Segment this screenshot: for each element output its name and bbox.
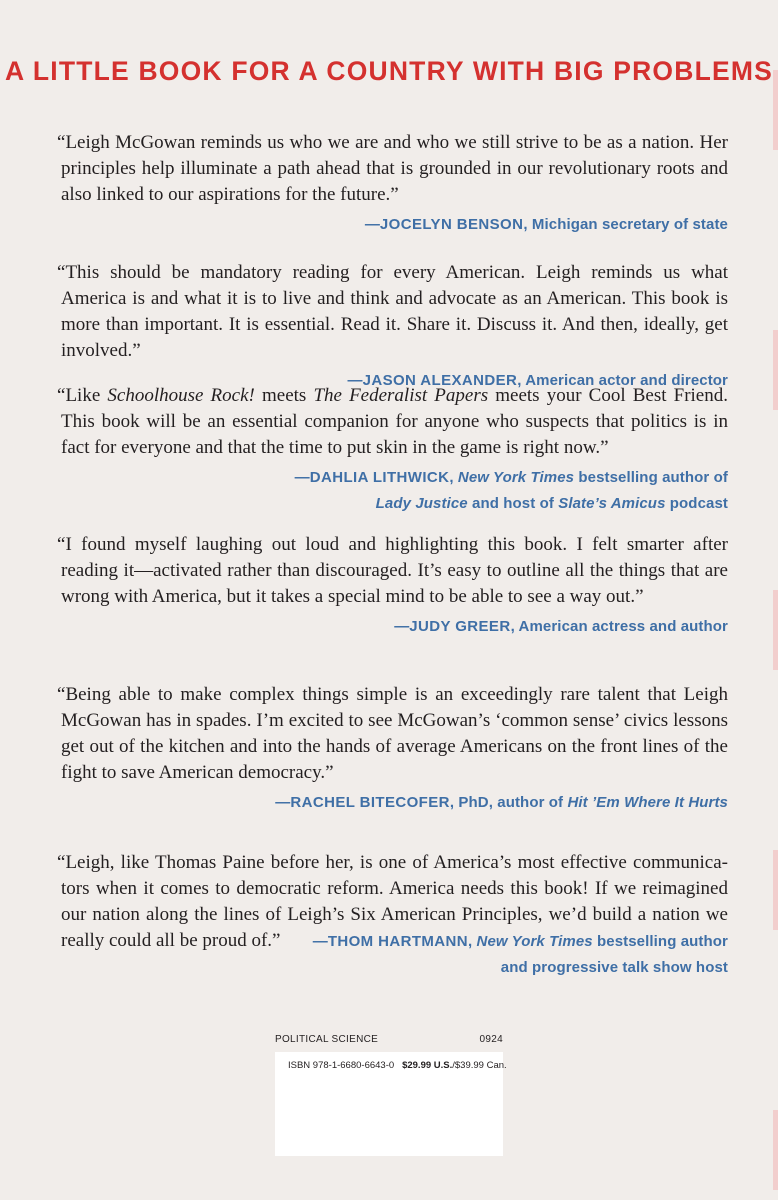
code-label: 0924: [479, 1034, 503, 1045]
price-us: $29.99 U.S.: [402, 1060, 453, 1071]
blurb-lithwick: [58, 383, 728, 517]
blurb-attribution: —JASON ALEXANDER, American actor and director: [347, 372, 728, 389]
blurb-attribution: —RACHEL BITECOFER, PhD, author of Hit ’Em Where It Hurts: [275, 794, 728, 811]
blurb-attribution: —DAHLIA LITHWICK, New York Times bestselling author of Lady Justice and host of Slate’s Amicus podcast: [294, 469, 728, 512]
blurb-alexander: [58, 260, 728, 394]
category-label: POLITICAL SCIENCE: [275, 1034, 379, 1045]
barcode-box: [275, 1052, 507, 1156]
blurb-attribution-line2: and progressive talk show host: [500, 959, 728, 976]
blurb-quote: “Being able to make complex things simple is an exceedingly rare talent that Leigh McGowan has in spades. I’m excited to see McGowan’s ‘common sense’ civics lessons get out of the kitchen and into the hands of average Americans on the front lines of the fight to save American democracy.”: [57, 684, 728, 783]
blurb-attribution: —THOM HARTMANN, New York Times bestselling author: [312, 933, 728, 950]
blurb-greer: [58, 532, 728, 640]
barcode-header: [275, 1034, 503, 1045]
blurb-attribution: —JOCELYN BENSON, Michigan secretary of state: [364, 216, 728, 233]
blurb-attribution: —JUDY GREER, American actress and author: [394, 618, 728, 635]
blurb-quote: “This should be mandatory reading for every American. Leigh reminds us what America is and what it is to live and think and advocate as an American. This book is more than important. It is essential. Read it. Share it. Discuss it. And then, ideally, get involved.”: [57, 262, 728, 361]
edge-stripe: [773, 0, 778, 1200]
blurb-quote: “Leigh, like Thomas Paine before her, is one of America’s most effective communica-tors when it comes to democratic reform. America needs this book! If we reimagined our nation along the lines of Leigh’s Six American Principles, we’d build a nation we: [57, 852, 728, 925]
isbn-price-line: [288, 1060, 507, 1071]
isbn: ISBN 978-1-6680-6643-0: [288, 1060, 395, 1071]
blurb-quote: “I found myself laughing out loud and highlighting this book. I felt smarter after reading it—activated rather than discouraged. It’s easy to outline all the things that are wrong with America, but it takes a special mind to be able to see a way out.”: [57, 534, 728, 607]
blurb-bitecofer: [58, 682, 728, 816]
blurb-hartmann: [58, 850, 728, 981]
blurb-last-row: [58, 928, 728, 955]
blurb-quote-end: really could all be proud of.”: [61, 930, 281, 951]
price-can: /$39.99 Can.: [452, 1060, 507, 1071]
blurb-quote: “Like Schoolhouse Rock! meets The Federalist Papers meets your Cool Best Friend. This book will be an essential companion for anyone who suspects that politics is in fact for everyone and that the time to put skin in the game is right now.”: [57, 385, 728, 458]
blurb-benson: [58, 130, 728, 238]
headline: A LITTLE BOOK FOR A COUNTRY WITH BIG PROBLEMS: [5, 56, 773, 86]
blurb-quote: “Leigh McGowan reminds us who we are and who we still strive to be as a nation. Her principles help illuminate a path ahead that is grounded in our revolutionary roots and also linked to our aspirations for the future.”: [57, 132, 728, 205]
